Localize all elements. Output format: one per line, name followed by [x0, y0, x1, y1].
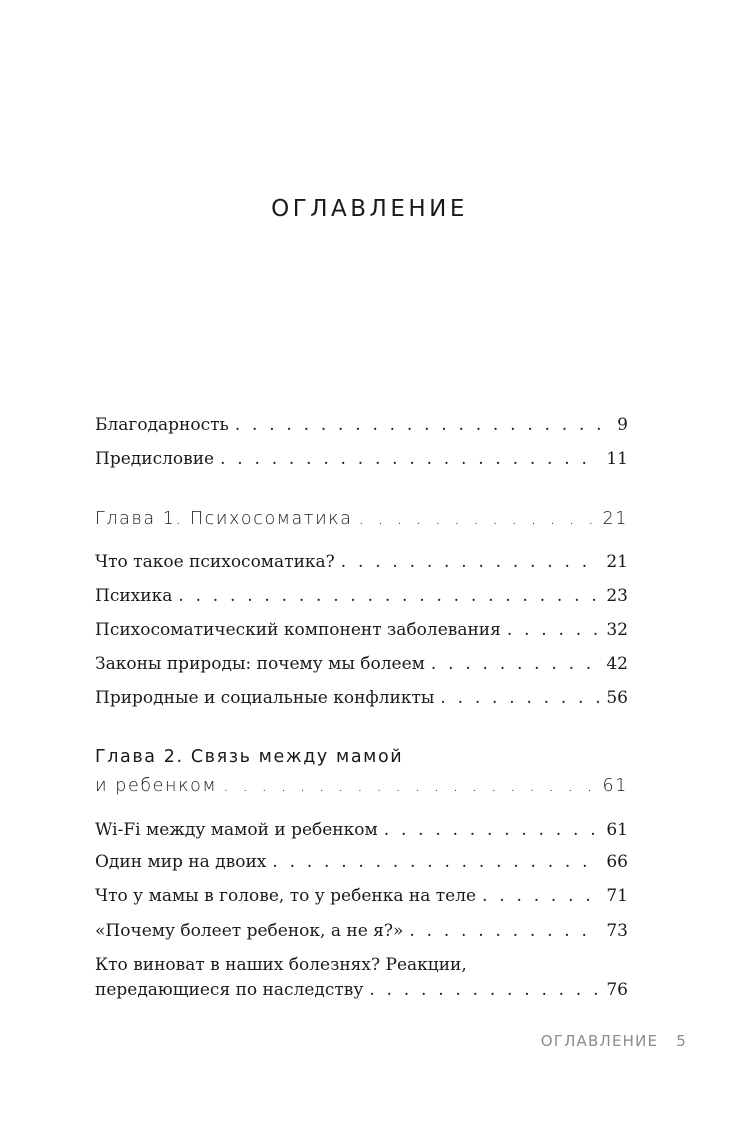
toc-entry-page: 21 [606, 552, 628, 572]
toc-entry-label: Что такое психосоматика? [95, 552, 335, 572]
footer-section-title: ОГЛАВЛЕНИЕ [540, 1032, 659, 1050]
toc-entry-label: Психика [95, 586, 173, 606]
dot-leader [409, 920, 600, 942]
dot-leader [220, 448, 600, 470]
footer-page-number: 5 [676, 1032, 687, 1050]
dot-leader [235, 414, 611, 436]
toc-entry-page: 42 [606, 654, 628, 674]
dot-leader [341, 551, 601, 573]
toc-entry[interactable] [95, 819, 628, 841]
toc-entry[interactable] [95, 448, 628, 470]
toc-entry-page: 73 [606, 921, 628, 941]
toc-entry[interactable] [95, 551, 628, 573]
toc-entry-label: Wi-Fi между мамой и ребенком [95, 820, 378, 840]
toc-entry-label: Один мир на двоих [95, 852, 267, 872]
toc-chapter[interactable] [95, 508, 628, 530]
toc-chapter-page: 61 [602, 776, 628, 796]
toc-entry-label: Что у мамы в голове, то у ребенка на теле [95, 886, 477, 906]
toc-entry-label: Психосоматический компонент заболевания [95, 620, 501, 640]
toc-entry-label: Предисловие [95, 449, 215, 469]
toc-entry[interactable] [95, 851, 628, 873]
toc-entry-page: 23 [606, 586, 628, 606]
toc-entry-page: 56 [606, 688, 628, 708]
toc-chapter-label: Глава 1. Психосоматика [95, 509, 353, 529]
toc-entry-page: 71 [606, 886, 628, 906]
toc-chapter-label-line2: и ребенком [95, 776, 218, 796]
toc-entry[interactable] [95, 979, 628, 1001]
toc-entry[interactable] [95, 414, 628, 436]
toc-entry-page: 76 [606, 980, 628, 1000]
dot-leader [440, 687, 600, 709]
toc-chapter-label-line1[interactable]: Глава 2. Связь между мамой [95, 747, 404, 767]
running-footer [541, 1032, 687, 1050]
toc-entry-page: 66 [606, 852, 628, 872]
toc-entry-label: Законы природы: почему мы болеем [95, 654, 425, 674]
dot-leader [384, 819, 601, 841]
toc-entry-label: Благодарность [95, 415, 229, 435]
toc-entry[interactable] [95, 619, 628, 641]
toc-entry[interactable] [95, 653, 628, 675]
toc-entry-page: 61 [606, 820, 628, 840]
toc-entry[interactable] [95, 687, 628, 709]
toc-entry-page: 32 [606, 620, 628, 640]
toc-entry-page: 9 [617, 415, 628, 435]
dot-leader [223, 775, 596, 797]
dot-leader [359, 508, 597, 530]
dot-leader [431, 653, 600, 675]
toc-chapter[interactable] [95, 775, 628, 797]
dot-leader [369, 979, 600, 1001]
toc-entry-label: «Почему болеет ребенок, а не я?» [95, 921, 404, 941]
toc-entry[interactable] [95, 585, 628, 607]
toc-entry[interactable] [95, 920, 628, 942]
dot-leader [272, 851, 600, 873]
dot-leader [482, 885, 600, 907]
toc-entry-label-line1[interactable]: Кто виноват в наших болезнях? Реакции, [95, 955, 467, 975]
toc-entry[interactable] [95, 885, 628, 907]
page-title: ОГЛАВЛЕНИЕ [271, 196, 468, 222]
dot-leader [507, 619, 600, 641]
toc-chapter-page: 21 [602, 509, 628, 529]
toc-entry-page: 11 [606, 449, 628, 469]
toc-entry-label-line2: передающиеся по наследству [95, 980, 364, 1000]
dot-leader [178, 585, 600, 607]
toc-entry-label: Природные и социальные конфликты [95, 688, 435, 708]
